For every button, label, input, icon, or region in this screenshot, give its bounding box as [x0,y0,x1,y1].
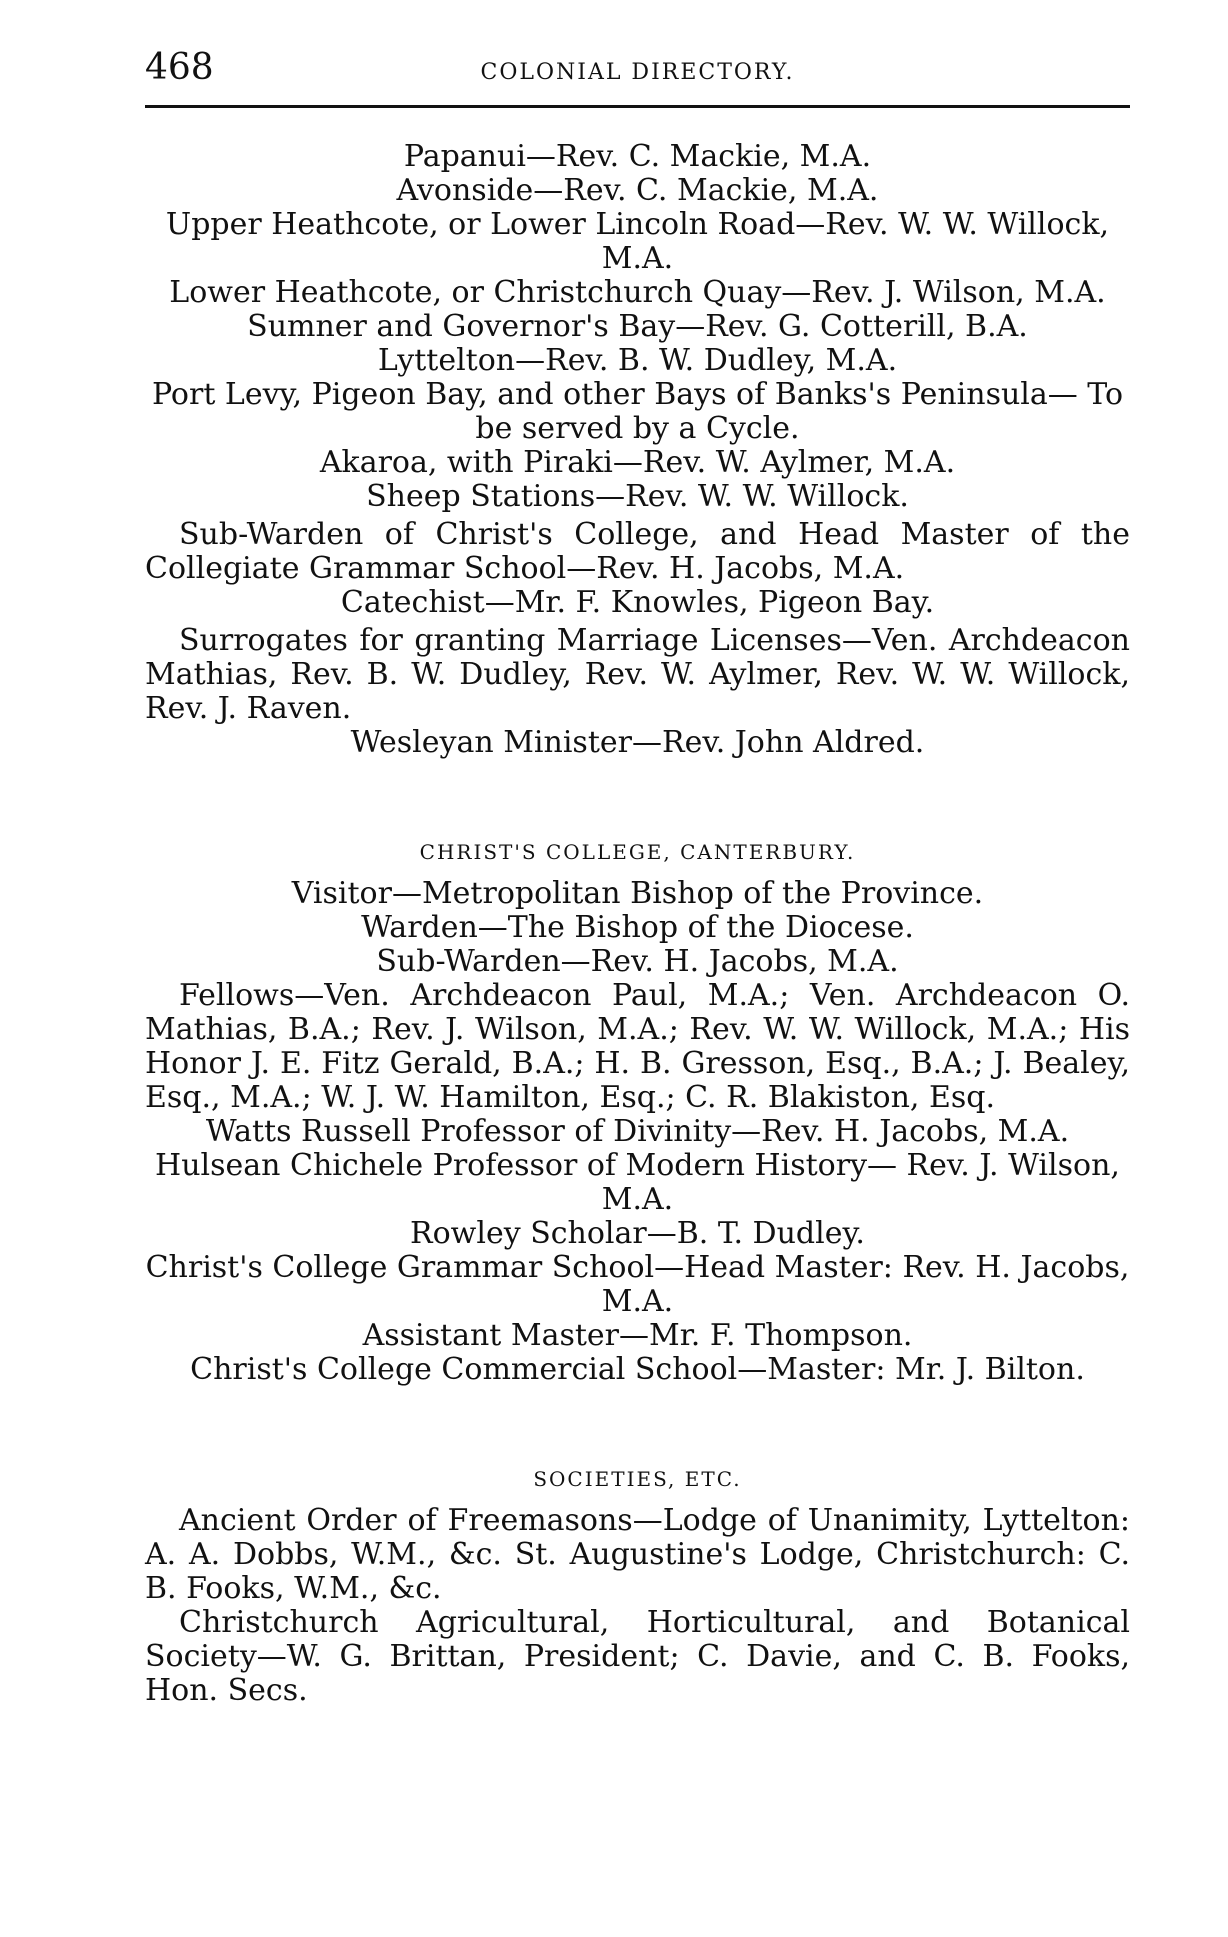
college-commercial-school: Christ's College Commercial School—Master: Mr. J. Bilton. [190,1352,1085,1387]
college-history-professor: Hulsean Chichele Professor of Modern History— Rev. J. Wilson, M.A. [155,1148,1120,1217]
section-heading-college: CHRIST'S COLLEGE, CANTERBURY. [419,840,856,864]
college-warden: Warden—The Bishop of the Diocese. [361,910,914,945]
section-heading-societies: SOCIETIES, ETC. [533,1467,742,1491]
sub-warden-entry: Sub-Warden of Christ's College, and Head Master of the Collegiate Grammar School—Rev. H. Jacobs, M.A. [145,517,1130,586]
parish-entry: Port Levy, Pigeon Bay, and other Bays of Banks's Peninsula— To be served by a Cycle. [151,377,1124,446]
parish-entry: Akaroa, with Piraki—Rev. W. Aylmer, M.A. [319,445,956,480]
running-title: COLONIAL DIRECTORY. [480,60,795,85]
parish-entry: Lyttelton—Rev. B. W. Dudley, M.A. [377,343,898,378]
college-grammar-school: Christ's College Grammar School—Head Master: Rev. H. Jacobs, M.A. [145,1250,1130,1319]
parish-entry: Papanui—Rev. C. Mackie, M.A. [403,139,872,174]
surrogates-entry: Surrogates for granting Marriage Licenses—Ven. Archdeacon Mathias, Rev. B. W. Dudley, Rev. W. Aylmer, Rev. W. W. Willock, Rev. J. Raven. [145,623,1130,726]
page-number: 468 [145,47,214,88]
college-assistant-master: Assistant Master—Mr. F. Thompson. [362,1318,913,1353]
parish-entry: Upper Heathcote, or Lower Lincoln Road—Rev. W. W. Willock, M.A. [165,207,1110,276]
society-agricultural: Christchurch Agricultural, Horticultural, and Botanical Society—W. G. Brittan, President; C. Davie, and C. B. Fooks, Hon. Secs. [145,1605,1130,1708]
college-divinity-professor: Watts Russell Professor of Divinity—Rev. H. Jacobs, M.A. [205,1114,1070,1149]
college-visitor: Visitor—Metropolitan Bishop of the Province. [291,876,984,911]
wesleyan-entry: Wesleyan Minister—Rev. John Aldred. [350,725,925,760]
parish-entry: Sumner and Governor's Bay—Rev. G. Cotterill, B.A. [247,309,1028,344]
college-fellows: Fellows—Ven. Archdeacon Paul, M.A.; Ven. Archdeacon O. Mathias, B.A.; Rev. J. Wilson, M.A.; Rev. W. W. Willock, M.A.; His Honor J. E. Fitz Gerald, B.A.; H. B. Gresson, Esq., B.A.; J. Bealey, Esq., M.A.; W. J. W. Hamilton, Esq.; C. R. Blakiston, Esq. [145,978,1130,1115]
page-body [145,140,1130,1708]
society-freemasons: Ancient Order of Freemasons—Lodge of Unanimity, Lyttelton: A. A. Dobbs, W.M., &c. St. Augustine's Lodge, Christchurch: C. B. Fooks, W.M., &c. [145,1503,1130,1606]
parish-entry: Lower Heathcote, or Christchurch Quay—Rev. J. Wilson, M.A. [169,275,1106,310]
catechist-entry: Catechist—Mr. F. Knowles, Pigeon Bay. [340,585,935,620]
page-header [145,42,1130,92]
college-rowley-scholar: Rowley Scholar—B. T. Dudley. [410,1216,865,1251]
parish-entry: Sheep Stations—Rev. W. W. Willock. [366,479,909,514]
parish-entry: Avonside—Rev. C. Mackie, M.A. [396,173,879,208]
college-sub-warden: Sub-Warden—Rev. H. Jacobs, M.A. [376,944,899,979]
header-rule [145,105,1130,108]
